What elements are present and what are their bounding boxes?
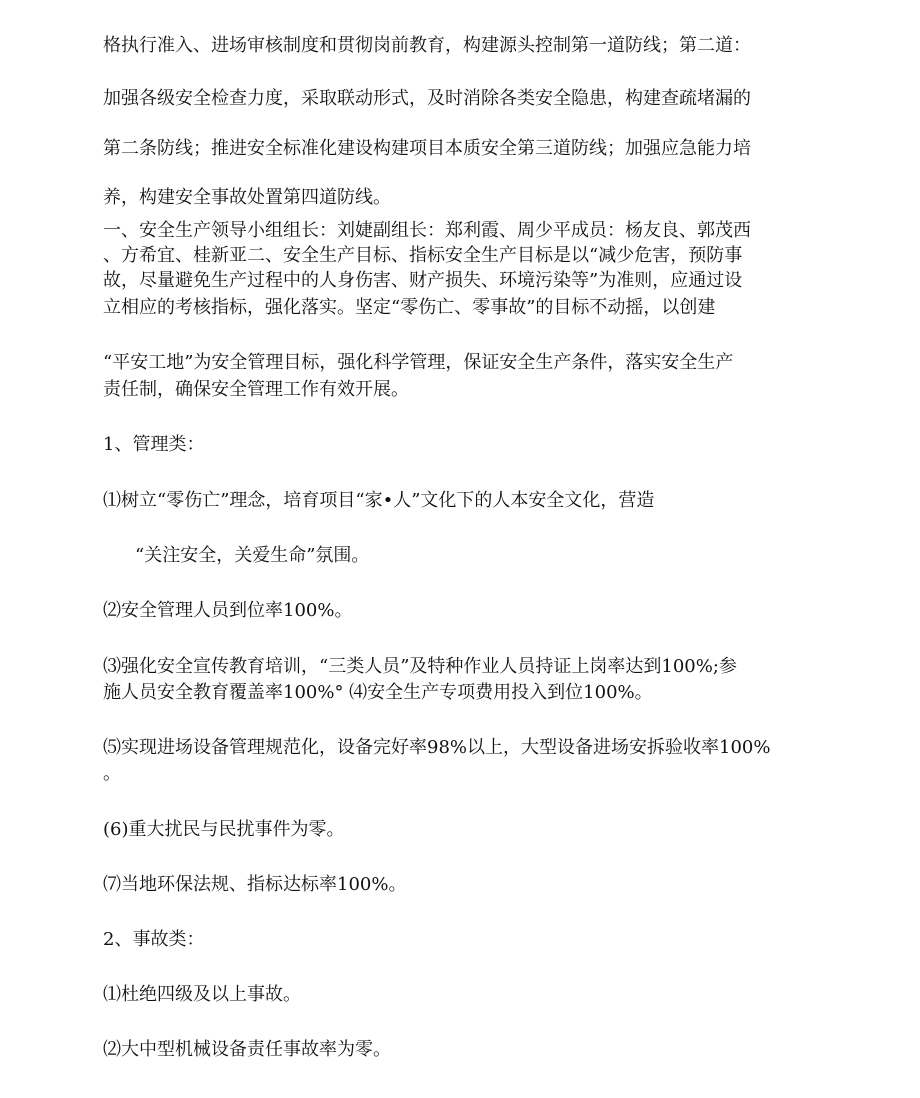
paragraph-line: 一、安全生产领导小组组长：刘婕副组长：郑利霞、周少平成员：杨友良、郭茂西 — [103, 220, 751, 241]
list-item-continuation: 施人员安全教育覆盖率100%° ⑷安全生产专项费用投入到位100%。 — [103, 682, 653, 703]
paragraph-line: 第二条防线；推进安全标准化建设构建项目本质安全第三道防线；加强应急能力培 — [103, 138, 751, 159]
section-title: 1、管理类： — [103, 434, 205, 455]
paragraph-line: 故，尽量避免生产过程中的人身伤害、财产损失、环境污染等”为准则，应通过设 — [103, 270, 743, 291]
list-item: ⑴树立“零伤亡”理念，培育项目“家•人”文化下的人本安全文化，营造 — [103, 490, 655, 511]
list-item: ⑴杜绝四级及以上事故。 — [103, 984, 301, 1005]
section-title: 2、事故类： — [103, 929, 205, 950]
list-item: ⑵大中型机械设备责任事故率为零。 — [103, 1039, 391, 1060]
list-item: (6)重大扰民与民扰事件为零。 — [103, 819, 345, 840]
list-item-continuation: 。 — [103, 763, 121, 784]
list-item: ⑵安全管理人员到位率100%。 — [103, 600, 353, 621]
paragraph-line: 养，构建安全事故处置第四道防线。 — [103, 187, 391, 208]
list-item: ⑺当地环保法规、指标达标率100%。 — [103, 874, 407, 895]
list-item: ⑸实现进场设备管理规范化，设备完好率98%以上，大型设备进场安拆验收率100% — [103, 737, 771, 758]
list-item: ⑶强化安全宣传教育培训，“三类人员”及特种作业人员持证上岗率达到100%;参 — [103, 656, 737, 677]
paragraph-line: 责任制，确保安全管理工作有效开展。 — [103, 379, 409, 400]
list-item-continuation: “关注安全，关爱生命”氛围。 — [135, 545, 370, 566]
paragraph-line: 立相应的考核指标，强化落实。坚定“零伤亡、零事故”的目标不动摇，以创建 — [103, 297, 716, 318]
paragraph-line: 、方希宜、桂新亚二、安全生产目标、指标安全生产目标是以“减少危害，预防事 — [103, 245, 743, 266]
paragraph-line: 加强各级安全检查力度，采取联动形式，及时消除各类安全隐患，构建查疏堵漏的 — [103, 88, 751, 109]
paragraph-line: 格执行准入、进场审核制度和贯彻岗前教育，构建源头控制第一道防线；第二道： — [103, 35, 751, 56]
paragraph-line: “平安工地”为安全管理目标，强化科学管理，保证安全生产条件，落实安全生产 — [103, 352, 734, 373]
